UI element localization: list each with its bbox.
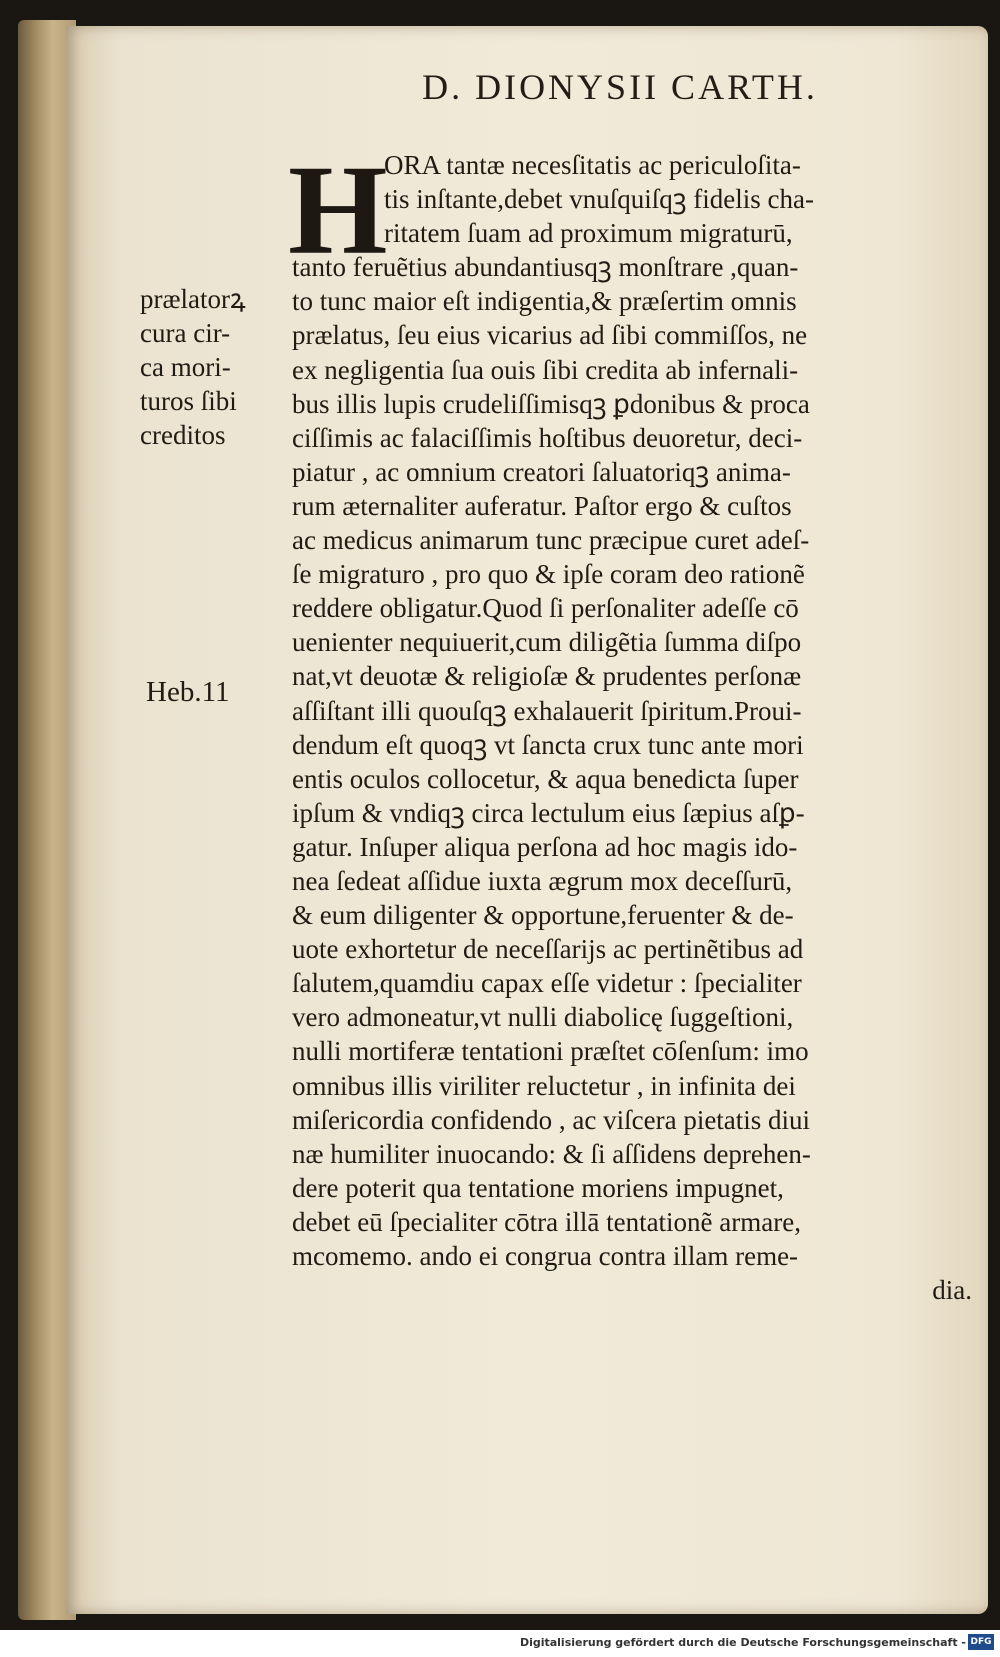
text-line: nat,vt deuotæ & religioſæ & prudentes perſonæ xyxy=(292,661,802,692)
margin-note-line: ca mori- xyxy=(140,352,231,383)
text-line: dia. xyxy=(932,1275,972,1306)
text-line: vero admoneatur,vt nulli diabolicę ſuggeſtioni, xyxy=(292,1002,794,1033)
margin-note-line: prælatorꝝ xyxy=(140,284,246,314)
text-line: piatur , ac omnium creatori ſaluatoriqꝫ anima- xyxy=(292,456,791,487)
text-line: to tunc maior eſt indigentia,& præſertim omnis xyxy=(292,286,797,317)
drop-cap: H xyxy=(288,139,388,281)
text-line: entis oculos collocetur, & aqua benedicta ſuper xyxy=(292,763,799,794)
text-line: mcomemo. ando ei congrua contra illam reme- xyxy=(292,1241,799,1271)
text-line: næ humiliter inuocando: & ſi aſſidens deprehen- xyxy=(292,1138,811,1169)
margin-reference: Heb.11 xyxy=(146,676,230,708)
text-line: ritatem ſuam ad proximum migraturū, xyxy=(384,218,793,249)
text-line: reddere obligatur.Quod ſi perſonaliter adeſſe cō xyxy=(292,593,799,624)
text-line: ORA tantæ necesſitatis ac periculoſita- xyxy=(384,150,801,180)
text-line: bus illis lupis crudeliſſimisqꝫ ꝑdonibus & proca xyxy=(292,388,810,419)
text-line: dendum eſt quoqꝫ vt ſancta crux tunc ante mori xyxy=(292,729,804,760)
margin-note-line: cura cir- xyxy=(140,318,231,349)
margin-note-line: turos ſibi xyxy=(140,386,237,417)
text-line: ſe migraturo , pro quo & ipſe coram deo rationẽ xyxy=(292,559,805,590)
text-line: ac medicus animarum tunc præcipue curet adeſ- xyxy=(292,525,810,556)
text-line: gatur. Inſuper aliqua perſona ad hoc magis ido- xyxy=(292,831,798,862)
dfg-logo: DFG xyxy=(968,1634,994,1650)
text-line: aſſiſtant illi quouſqꝫ exhalauerit ſpiritum.Proui- xyxy=(292,695,802,726)
footer xyxy=(0,1630,1000,1657)
text-line: uenienter nequiuerit,cum diligẽtia ſumma diſpo xyxy=(292,627,802,658)
text-line: rum æternaliter auferatur. Paſtor ergo & cuſtos xyxy=(292,490,792,521)
text-line: uote exhortetur de neceſſarijs ac pertinẽtibus ad xyxy=(292,934,804,965)
main-text xyxy=(292,148,972,1307)
text-line: ipſum & vndiqꝫ circa lectulum eius ſæpius aſꝑ- xyxy=(292,797,805,828)
text-line: nea ſedeat aſſidue iuxta ægrum mox deceſſurū, xyxy=(292,865,793,896)
footer-credit: Digitalisierung gefördert durch die Deutsche Forschungsgemeinschaft - xyxy=(519,1636,966,1649)
text-line: ciſſimis ac falaciſſimis hoſtibus deuoretur, deci- xyxy=(292,422,803,453)
text-line: ex negligentia ſua ouis ſibi credita ab infernali- xyxy=(292,354,799,385)
running-head: D. DIONYSII CARTH. xyxy=(422,67,818,107)
text-line: dere poterit qua tentatione moriens impugnet, xyxy=(292,1172,784,1203)
text-line: prælatus, ſeu eius vicarius ad ſibi commiſſos, ne xyxy=(292,320,808,351)
text-line: tanto feruẽtius abundantiusqꝫ monſtrare ,quan- xyxy=(292,252,799,283)
text-line: omnibus illis viriliter reluctetur , in infinita dei xyxy=(292,1070,796,1101)
text-line: nulli mortiferæ tentationi præſtet cōſenſum: imo xyxy=(292,1036,809,1067)
margin-note xyxy=(140,282,290,452)
text-line: ſalutem,quamdiu capax eſſe videtur : ſpecialiter xyxy=(292,968,802,999)
text-line: tis inſtante,debet vnuſquiſqꝫ fidelis cha- xyxy=(384,184,814,215)
text-line: & eum diligenter & opportune,feruenter & de- xyxy=(292,900,794,931)
text-line: miſericordia confidendo , ac viſcera pietatis diui xyxy=(292,1104,811,1135)
margin-note-line: creditos xyxy=(140,420,226,451)
text-line: debet eū ſpecialiter cōtra illā tentationẽ armare, xyxy=(292,1206,801,1237)
